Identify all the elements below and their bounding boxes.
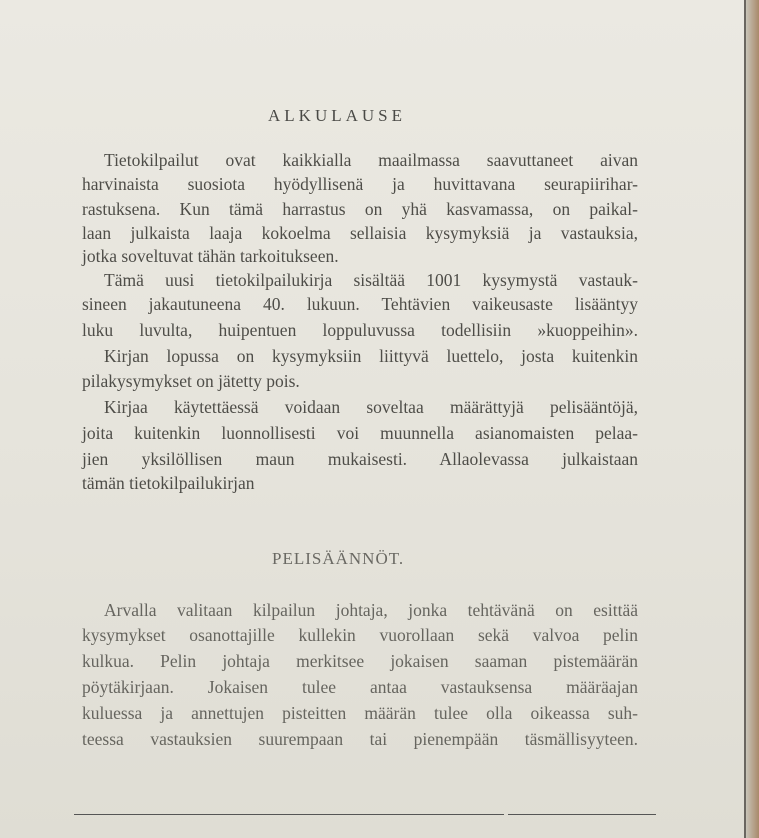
text-line: harvinaista suosiota hyödyllisenä ja huvittavana seurapiirihar- xyxy=(82,174,638,194)
text-line: joita kuitenkin luonnollisesti voi muunnella asianomaisten pelaa- xyxy=(82,423,638,443)
text-line: pilakysymykset on jätetty pois. xyxy=(82,371,300,391)
text-line: kysymykset osanottajille kullekin vuorollaan sekä valvoa pelin xyxy=(82,625,638,645)
text-line: tämän tietokilpailukirjan xyxy=(82,473,255,493)
text-line: Tämä uusi tietokilpailukirja sisältää 1001 kysymystä vastauk- xyxy=(104,270,638,290)
bottom-rule-right xyxy=(508,814,656,815)
text-line: Arvalla valitaan kilpailun johtaja, jonka tehtävänä on esittää xyxy=(104,600,638,620)
text-line: teessa vastauksien suurempaan tai pienempään täsmällisyyteen. xyxy=(82,729,638,749)
bottom-rule-left xyxy=(74,814,504,815)
text-line: pöytäkirjaan. Jokaisen tulee antaa vastauksensa määräajan xyxy=(82,677,638,697)
text-line: jien yksilöllisen maun mukaisesti. Allaolevassa julkaistaan xyxy=(82,449,638,469)
text-line: Kirjan lopussa on kysymyksiin liittyvä luettelo, josta kuitenkin xyxy=(104,346,638,366)
text-line: kulkua. Pelin johtaja merkitsee jokaisen saaman pistemäärän xyxy=(82,651,638,671)
text-line: Tietokilpailut ovat kaikkialla maailmassa saavuttaneet aivan xyxy=(104,150,638,170)
heading-pelisaannot: PELISÄÄNNÖT. xyxy=(272,549,405,568)
text-line: jotka soveltuvat tähän tarkoitukseen. xyxy=(82,246,339,266)
text-line: laan julkaista laaja kokoelma sellaisia kysymyksiä ja vastauksia, xyxy=(82,223,638,243)
text-line: sineen jakautuneena 40. lukuun. Tehtävien vaikeusaste lisääntyy xyxy=(82,294,638,314)
background-surface xyxy=(746,0,759,838)
text-line: rastuksena. Kun tämä harrastus on yhä kasvamassa, on paikal- xyxy=(82,199,638,219)
heading-alkulause: ALKULAUSE xyxy=(268,106,406,125)
text-line: Kirjaa käytettäessä voidaan soveltaa määrättyjä pelisääntöjä, xyxy=(104,397,638,417)
text-line: luku luvulta, huipentuen loppuluvussa todellisiin »kuoppeihin». xyxy=(82,320,638,340)
text-line: kuluessa ja annettujen pisteitten määrän tulee olla oikeassa suh- xyxy=(82,703,638,723)
